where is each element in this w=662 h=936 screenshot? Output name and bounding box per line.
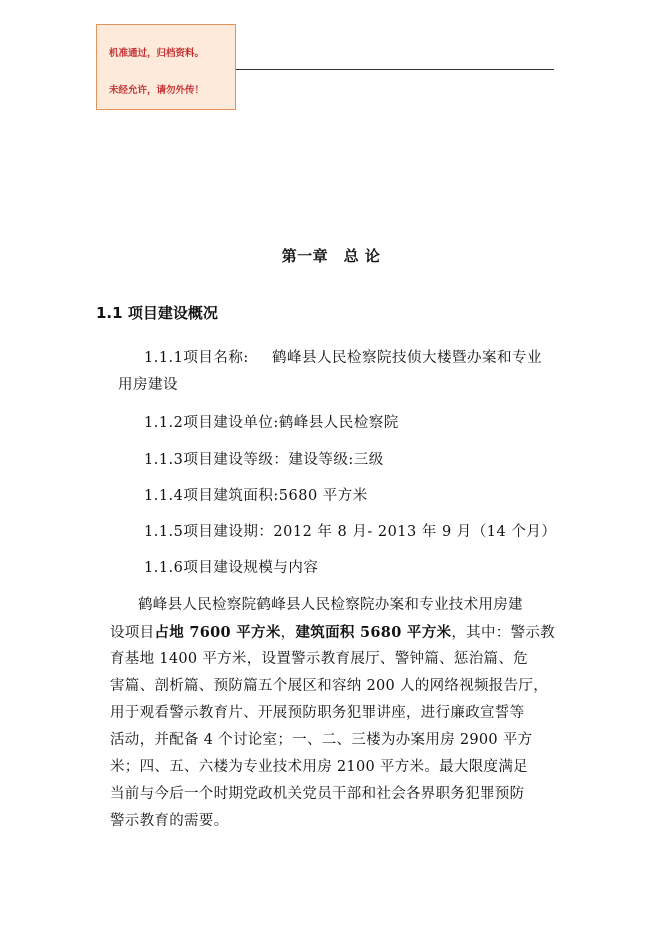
section-heading bbox=[96, 302, 218, 323]
item-scale-content: 1.1.6项目建设规模与内容 bbox=[144, 560, 319, 576]
chapter-title: 第一章 总 论 bbox=[281, 247, 381, 265]
paragraph-text: ，其中：警示教 bbox=[451, 625, 555, 641]
paragraph-line: 育基地 1400 平方米，设置警示教育展厅、警钟篇、惩治篇、危 bbox=[110, 651, 528, 667]
paragraph-line: 活动，并配备 4 个讨论室；一、二、三楼为办案用房 2900 平方 bbox=[110, 732, 533, 748]
paragraph-line: 害篇、剖析篇、预防篇五个展区和容纳 200 人的网络视频报告厅， bbox=[110, 678, 548, 694]
approval-notice-box bbox=[96, 24, 236, 110]
notice-line-approved: 机准通过，归档资料。 bbox=[109, 48, 205, 59]
item-value: 鹤峰县人民检察院技侦大楼暨办案和专业 bbox=[272, 350, 542, 366]
land-area-emphasis: 占地 7600 平方米 bbox=[154, 624, 281, 641]
paragraph-line: 当前与今后一个时期党政机关党员干部和社会各界职务犯罪预防 bbox=[110, 786, 525, 802]
item-building-area: 1.1.4项目建筑面积:5680 平方米 bbox=[144, 488, 368, 504]
paragraph-line: 警示教育的需要。 bbox=[110, 813, 229, 829]
floor-area-emphasis: 建筑面积 5680 平方米 bbox=[295, 624, 452, 641]
section-number: 1.1 bbox=[96, 304, 123, 322]
item-project-name bbox=[144, 346, 542, 367]
item-construction-period: 1.1.5项目建设期：2012 年 8 月- 2013 年 9 月（14 个月） bbox=[144, 524, 557, 540]
paragraph-line: 用于观看警示教育片、开展预防职务犯罪讲座，进行廉政宣誓等 bbox=[110, 705, 525, 721]
notice-line-confidential: 未经允许，请勿外传！ bbox=[109, 85, 205, 96]
item-label: 1.1.1项目名称: bbox=[144, 350, 249, 366]
item-construction-unit: 1.1.2项目建设单位:鹤峰县人民检察院 bbox=[144, 415, 399, 431]
paragraph-text: 设项目 bbox=[110, 625, 155, 641]
header-rule bbox=[236, 69, 554, 70]
section-title-text: 项目建设概况 bbox=[127, 304, 218, 322]
scale-content-paragraph bbox=[110, 592, 556, 835]
item-project-name-continuation: 用房建设 bbox=[118, 377, 178, 393]
paragraph-line bbox=[110, 619, 556, 646]
item-construction-grade: 1.1.3项目建设等级：建设等级:三级 bbox=[144, 452, 384, 468]
paragraph-text: ， bbox=[280, 625, 296, 641]
paragraph-line: 米；四、五、六楼为专业技术用房 2100 平方米。最大限度满足 bbox=[110, 759, 528, 775]
paragraph-line: 鹤峰县人民检察院鹤峰县人民检察院办案和专业技术用房建 bbox=[138, 597, 523, 613]
